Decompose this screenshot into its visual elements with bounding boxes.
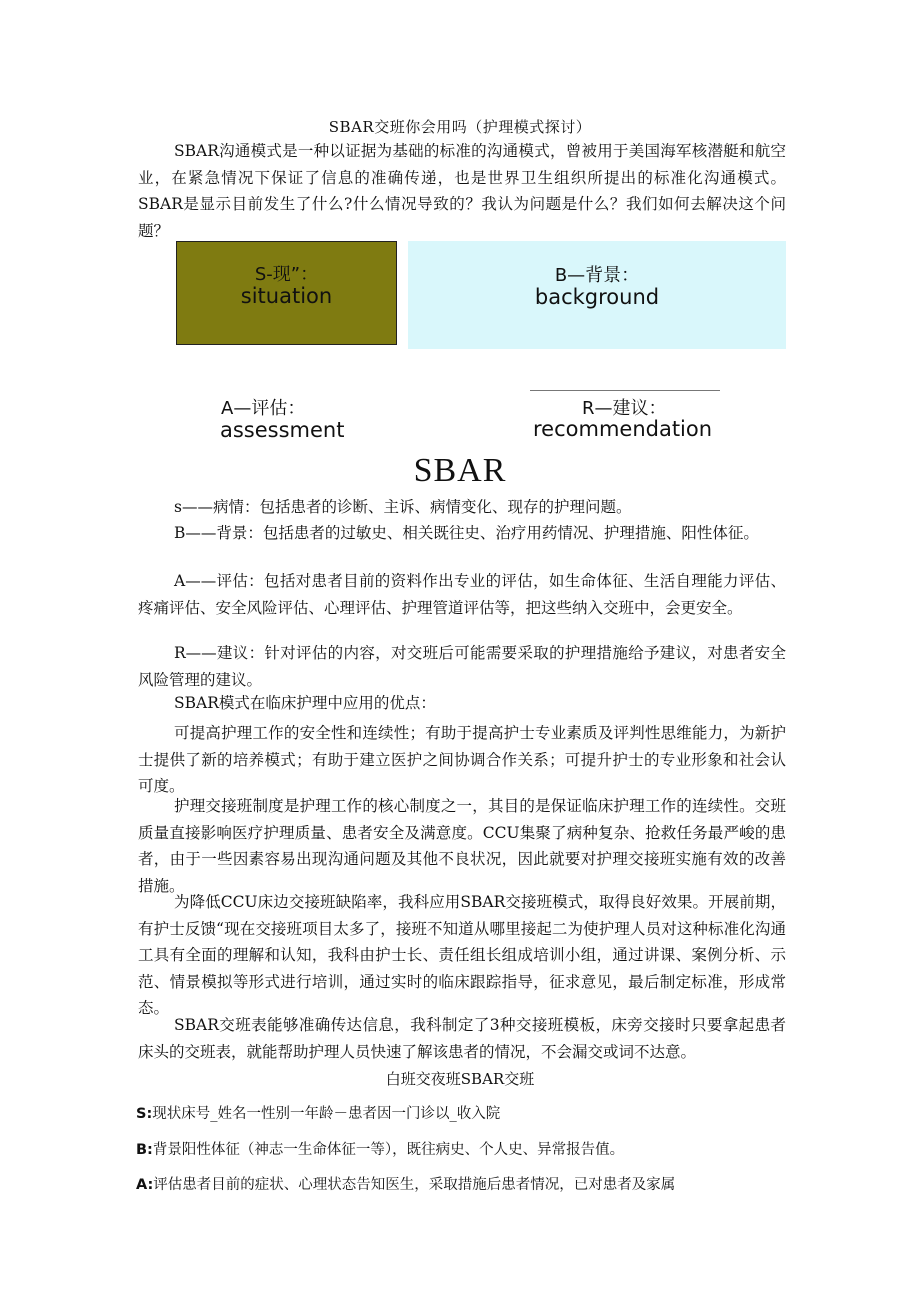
s-line-text: 现状床号_姓名一性别一年龄－患者因一门诊以_收入院: [152, 1106, 501, 1122]
background-word: background: [534, 285, 660, 309]
definition-b: B——背景：包括患者的过敏史、相关既往史、治疗用药情况、护理措施、阳性体征。: [174, 524, 759, 542]
a-line: [136, 1173, 675, 1194]
situation-label: S-现”：: [254, 264, 319, 285]
template-paragraph: SBAR交班表能够准确传达信息，我科制定了3种交接班模板，床旁交接时只要拿起患者床头的交班表，就能帮助护理人员快速了解该患者的情况，不会漏交或词不达意。: [138, 1016, 786, 1061]
advantages-heading: SBAR模式在临床护理中应用的优点：: [174, 694, 436, 712]
a-key: A:: [136, 1177, 154, 1193]
background-label: B—背景：: [554, 265, 640, 286]
definition-s: s——病情：包括患者的诊断、主诉、病情变化、现存的护理问题。: [174, 498, 632, 516]
situation-word: situation: [240, 284, 333, 308]
divider-line: [530, 390, 720, 391]
handover-paragraph: 护理交接班制度是护理工作的核心制度之一，其目的是保证临床护理工作的连续性。交班质量直接影响医疗护理质量、患者安全及满意度。CCU集聚了病种复杂、抢救任务最严峻的患者，由于一些因素容易出现沟通问题及其他不良状况，因此就要对护理交接班实施有效的改善措施。: [138, 797, 786, 895]
situation-box: [176, 241, 397, 345]
diagram-caption: SBAR: [413, 452, 507, 489]
definition-r: R——建议：针对评估的内容，对交班后可能需要采取的护理措施给予建议，对患者安全风险管理的建议。: [138, 644, 786, 689]
recommendation-word: recommendation: [533, 417, 713, 441]
ccu-paragraph: 为降低CCU床边交接班缺陷率，我科应用SBAR交接班模式，取得良好效果。开展前期，有护士反馈“现在交接班项目太多了，接班不知道从哪里接起二为使护理人员对这种标准化沟通工具有全面的理解和认知，我科由护士长、责任组长组成培训小组，通过讲课、案例分析、示范、情景模拟等形式进行培训，通过实时的临床跟踪指导，征求意见，最后制定标准，形成常态。: [138, 893, 786, 1017]
document-title: SBAR交班你会用吗（护理模式探讨）: [328, 118, 592, 136]
definition-a: A——评估：包括对患者目前的资料作出专业的评估，如生命体征、生活自理能力评估、疼痛评估、安全风险评估、心理评估、护理管道评估等，把这些纳入交班中，会更安全。: [138, 572, 786, 617]
assessment-word: assessment: [220, 418, 345, 442]
section-subtitle: 白班交夜班SBAR交班: [385, 1070, 535, 1088]
b-key: B:: [136, 1142, 153, 1158]
a-line-text: 评估患者目前的症状、心理状态告知医生，采取措施后患者情况，已对患者及家属: [153, 1177, 676, 1193]
s-line: [136, 1102, 500, 1123]
background-box: [408, 241, 786, 349]
s-key: S:: [136, 1106, 153, 1122]
b-line-text: 背景阳性体征（神志一生命体征一等），既往病史、个人史、异常报告值。: [152, 1142, 625, 1158]
b-line: [136, 1138, 624, 1159]
assessment-label: A—评估：: [221, 398, 306, 419]
recommendation-label: R—建议：: [582, 398, 667, 419]
advantages-paragraph: 可提高护理工作的安全性和连续性；有助于提高护士专业素质及评判性思维能力，为新护士提供了新的培养模式；有助于建立医护之间协调合作关系；可提升护士的专业形象和社会认可度。: [138, 724, 786, 795]
intro-paragraph: SBAR沟通模式是一种以证据为基础的标准的沟通模式，曾被用于美国海军核潜艇和航空业，在紧急情况下保证了信息的准确传递，也是世界卫生组织所提出的标准化沟通模式。SBAR是显示目前发生了什么?什么情况导致的？我认为问题是什么？我们如何去解决这个问题？: [138, 142, 786, 240]
